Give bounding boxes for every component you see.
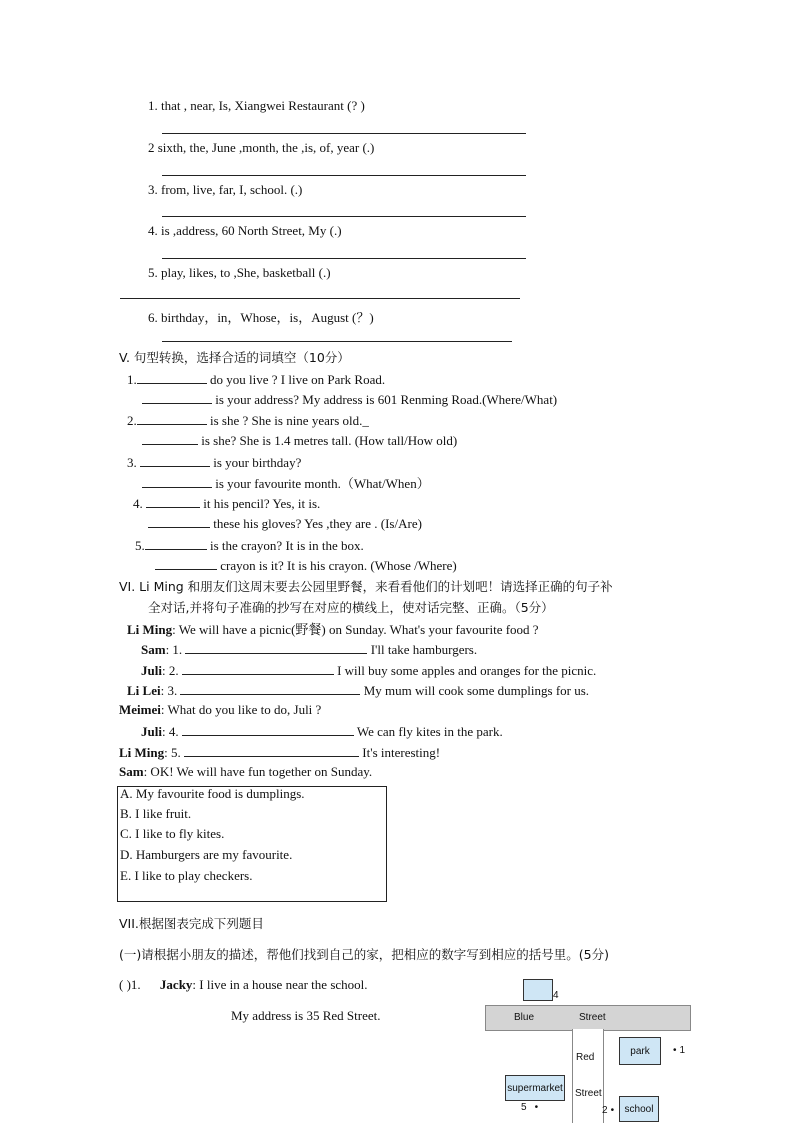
- blank-1b[interactable]: [142, 390, 212, 404]
- section7-subtitle: (一)请根据小朋友的描述，帮他们找到自己的家，把相应的数字写到相应的括号里。(5分): [119, 947, 609, 962]
- bullet-1: •: [673, 1045, 677, 1056]
- q1b: [142, 390, 557, 408]
- dialogue-text: We can fly kites in the park.: [353, 724, 503, 739]
- q5a-num: 5.: [135, 538, 145, 553]
- q2a-text: is she ? She is nine years old._: [206, 413, 369, 428]
- street-map: [485, 975, 695, 1123]
- reorder-item-5: 5. play, likes, to ,She, basketball (.): [148, 265, 331, 280]
- option-e: E. I like to play checkers.: [120, 868, 253, 883]
- dialogue-text: I will buy some apples and oranges for the picnic.: [333, 663, 597, 678]
- dialogue-line-3: [141, 661, 596, 679]
- q1a-text: do you live ? I live on Park Road.: [206, 372, 386, 387]
- house-5-marker: [521, 1102, 538, 1113]
- blank-4a[interactable]: [146, 494, 200, 508]
- bullet-5: •: [534, 1102, 539, 1113]
- school: school: [619, 1096, 659, 1122]
- section5-title: V. 句型转换，选择合适的词填空（10分）: [119, 350, 350, 365]
- q2a-num: 2.: [127, 413, 137, 428]
- section7-title: VII.根据图表完成下列题目: [119, 916, 264, 931]
- house-2-marker: [602, 1105, 614, 1116]
- dialogue-line-7: [119, 743, 440, 761]
- dialogue-line-1: [127, 619, 539, 638]
- speaker: Juli: [141, 663, 162, 678]
- q2b: [142, 431, 457, 449]
- q1a: [127, 370, 385, 388]
- dialogue-blank-3[interactable]: [180, 681, 360, 695]
- answer-line-4[interactable]: [162, 258, 526, 259]
- q4a-text: it his pencil? Yes, it is.: [200, 496, 321, 511]
- house-4: [523, 979, 553, 1001]
- dialogue-text: : What do you like to do, Juli ?: [160, 702, 322, 717]
- q3a-num: 3.: [127, 455, 137, 470]
- q4b: [148, 514, 422, 532]
- section6-title-line2: 全对话,并将句子准确的抄写在对应的横线上，使对话完整、正确。（5分）: [148, 600, 554, 615]
- options-box: [117, 786, 387, 902]
- option-c: C. I like to fly kites.: [120, 826, 225, 841]
- q5b-text: crayon is it? It is his crayon. (Whose /Where): [217, 558, 457, 573]
- speaker: Jacky: [159, 977, 193, 992]
- blank-2b[interactable]: [142, 431, 198, 445]
- dialogue-text: It's interesting!: [359, 745, 441, 760]
- blank-2a[interactable]: [137, 411, 207, 425]
- blank-3a[interactable]: [140, 453, 210, 467]
- speaker: Sam: [141, 642, 166, 657]
- blank-5a[interactable]: [145, 536, 207, 550]
- dialogue-text: : OK! We will have fun together on Sunday.: [143, 764, 373, 779]
- option-b: B. I like fruit.: [120, 806, 192, 821]
- dialogue-blank-1[interactable]: [185, 640, 367, 654]
- speaker: Li Lei: [127, 683, 161, 698]
- reorder-item-1: 1. that , near, Is, Xiangwei Restaurant (? ): [148, 98, 365, 113]
- reorder-item-6: 6. birthday，in，Whose，is，August (？): [148, 310, 374, 325]
- reorder-item-4: 4. is ,address, 60 North Street, My (.): [148, 223, 342, 238]
- option-d: D. Hamburgers are my favourite.: [120, 847, 293, 862]
- dialogue-num: : 3.: [160, 683, 178, 698]
- section6-title-line1: VI. Li Ming 和朋友们这周末要去公园里野餐，来看看他们的计划吧！请选择正确的句子补: [119, 579, 613, 594]
- dialogue-line-4: [127, 681, 589, 699]
- answer-line-1[interactable]: [162, 133, 526, 134]
- answer-line-3[interactable]: [162, 216, 526, 217]
- q3a: [127, 453, 301, 471]
- house-5-number: 5: [521, 1102, 527, 1113]
- q3b-text: is your favourite month.（What/When）: [212, 476, 430, 491]
- q1-paren[interactable]: ( )1.: [119, 977, 141, 992]
- q1-text: : I live in a house near the school.: [192, 977, 368, 992]
- reorder-item-2: 2 sixth, the, June ,month, the ,is, of, year (.): [148, 140, 375, 155]
- q3b: [142, 473, 430, 492]
- q2b-text: is she? She is 1.4 metres tall. (How tall/How old): [198, 433, 458, 448]
- q2a: [127, 411, 369, 429]
- dialogue-blank-5[interactable]: [184, 743, 359, 757]
- q3a-text: is your birthday?: [210, 455, 302, 470]
- q1b-text: is your address? My address is 601 Renming Road.(Where/What): [212, 392, 558, 407]
- dialogue-num: : 1.: [165, 642, 183, 657]
- speaker: Li Ming: [119, 745, 165, 760]
- section7-q1: [119, 977, 368, 993]
- dialogue-line-5: [119, 702, 321, 718]
- answer-line-6[interactable]: [162, 341, 512, 342]
- park: park: [619, 1037, 661, 1065]
- house-1-number: 1: [679, 1045, 686, 1056]
- dialogue-num: : 2.: [161, 663, 179, 678]
- answer-line-5[interactable]: [120, 298, 520, 299]
- speaker: Sam: [119, 764, 144, 779]
- street-label-h: Street: [579, 1012, 606, 1023]
- answer-line-2[interactable]: [162, 175, 526, 176]
- street-label-v: Street: [575, 1088, 602, 1099]
- q1a-num: 1.: [127, 372, 137, 387]
- dialogue-line-6: [141, 722, 503, 740]
- supermarket: supermarket: [505, 1075, 565, 1101]
- blank-1a[interactable]: [137, 370, 207, 384]
- blank-5b[interactable]: [155, 556, 217, 570]
- dialogue-line-8: [119, 764, 372, 780]
- house-1-marker: [673, 1045, 685, 1056]
- q5a: [135, 536, 364, 554]
- dialogue-num: : 5.: [164, 745, 181, 760]
- red-label: Red: [576, 1052, 595, 1063]
- reorder-item-3: 3. from, live, far, I, school. (.): [148, 182, 303, 197]
- dialogue-text: : We will have a picnic(野餐) on Sunday. What's your favourite food ?: [172, 622, 539, 637]
- dialogue-line-2: [141, 640, 477, 658]
- bullet-2: •: [610, 1105, 615, 1116]
- q4a-num: 4.: [133, 496, 143, 511]
- q4a: [133, 494, 320, 512]
- q5b: [155, 556, 457, 574]
- q5a-text: is the crayon? It is in the box.: [206, 538, 364, 553]
- house-2-number: 2: [602, 1105, 608, 1116]
- red-street: [572, 1029, 604, 1123]
- house-4-number: 4: [553, 990, 559, 1001]
- dialogue-blank-2[interactable]: [182, 661, 334, 675]
- q4b-text: these his gloves? Yes ,they are . (Is/Are): [210, 516, 422, 531]
- section7-q1-line2: My address is 35 Red Street.: [231, 1008, 381, 1023]
- speaker: Juli: [141, 724, 162, 739]
- dialogue-blank-4[interactable]: [182, 722, 354, 736]
- dialogue-num: : 4.: [161, 724, 179, 739]
- dialogue-text: I'll take hamburgers.: [367, 642, 478, 657]
- dialogue-text: My mum will cook some dumplings for us.: [360, 683, 590, 698]
- speaker: Li Ming: [127, 622, 173, 637]
- blank-4b[interactable]: [148, 514, 210, 528]
- option-a: A. My favourite food is dumplings.: [120, 786, 305, 801]
- blank-3b[interactable]: [142, 474, 212, 488]
- blue-label: Blue: [514, 1012, 535, 1023]
- speaker: Meimei: [119, 702, 161, 717]
